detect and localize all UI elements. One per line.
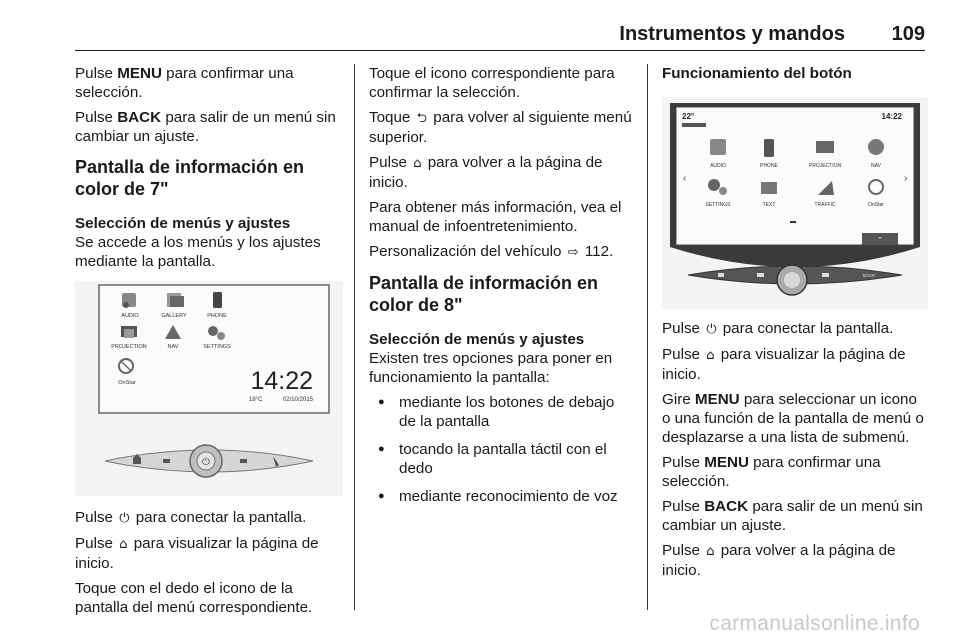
prev-button-icon (757, 273, 764, 277)
icon-label: AUDIO (121, 313, 139, 319)
paragraph: Pulse ⏻ para conectar la pantalla. (75, 509, 307, 526)
right-arrow-icon: › (904, 173, 908, 184)
next-button-icon (822, 273, 829, 277)
paragraph: Toque con el dedo el icono de la pantalla del menú correspondiente. (75, 580, 313, 616)
section-heading: Pantalla de información en color de 7" (75, 157, 305, 199)
svg-text:PHONE: PHONE (760, 163, 778, 169)
bullet-list (369, 393, 635, 506)
next-button-icon (240, 459, 247, 463)
projection-icon (121, 326, 137, 338)
svg-text:TRAFFIC: TRAFFIC (814, 202, 836, 208)
page-header (75, 20, 925, 51)
list-item: ● mediante los botones de debajo de la pantalla (369, 393, 635, 431)
svg-text:⌃: ⌃ (877, 237, 883, 244)
paragraph: Toque el icono correspondiente para confirmar la selección. (369, 65, 615, 101)
home-icon: ⌂ (413, 156, 422, 171)
svg-text:SETTINGS: SETTINGS (705, 202, 731, 208)
section-heading: Pantalla de información en color de 8" (369, 273, 599, 315)
svg-text:NAV: NAV (871, 163, 881, 169)
projection-icon (816, 141, 834, 153)
svg-text:⏻: ⏻ (202, 457, 210, 468)
paragraph: Pulse ⌂ para visualizar la página de inicio. (662, 346, 906, 383)
clock-readout: 14:22 (250, 367, 313, 395)
svg-text:OnStar: OnStar (868, 202, 884, 208)
column-3 (662, 64, 928, 586)
paragraph: Pulse ⌂ para visualizar la página de inicio. (75, 535, 319, 572)
left-arrow-icon: ‹ (683, 173, 687, 184)
svg-text:TEXT: TEXT (762, 202, 776, 208)
paragraph: Pulse ⌂ para volver a la página de inicio. (662, 542, 896, 579)
column-2 (369, 64, 635, 515)
paragraph: Existen tres opciones para poner en funcionamiento la pantalla: (369, 350, 613, 386)
back-button-label: BACK (862, 273, 876, 278)
paragraph: Pulse BACK para salir de un menú sin cambiar un ajuste. (75, 109, 336, 145)
icon-label: OnStar (118, 380, 136, 386)
status-icons (682, 123, 706, 127)
list-item: ● tocando la pantalla táctil con el dedo (369, 440, 635, 478)
page-ref-arrow-icon: ⇨ (567, 245, 579, 260)
paragraph: Toque ⮌ para volver al siguiente menú superior. (369, 109, 632, 146)
display-8in-figure (662, 97, 928, 309)
column-divider (647, 64, 648, 610)
prev-button-icon (163, 459, 170, 463)
date-readout: 02/10/2015 (282, 397, 313, 403)
icon-label: SETTINGS (203, 344, 231, 350)
subsection-heading: Funcionamiento del botón (662, 65, 852, 82)
temperature-readout: 22° (682, 112, 695, 121)
page-number: 109 (891, 23, 925, 45)
svg-text:AUDIO: AUDIO (710, 163, 726, 169)
icon-label: NAV (167, 344, 179, 350)
temperature-readout: 18°C (249, 397, 263, 403)
power-icon: ⏻ (706, 322, 717, 337)
paragraph: Pulse MENU para confirmar una selección. (75, 65, 294, 101)
phone-icon (764, 139, 774, 157)
display-7in-figure (75, 281, 343, 496)
audio-icon (710, 139, 726, 155)
cross-reference: Personalización del vehículo ⇨ 112. (369, 243, 614, 260)
subsection-heading: Selección de menús y ajustes (75, 215, 291, 232)
column-1 (75, 64, 343, 623)
phone-icon (213, 292, 222, 308)
paragraph: Pulse MENU para confirmar una selección. (662, 454, 881, 490)
page-title: Instrumentos y mandos (619, 23, 845, 45)
home-button-icon (718, 273, 724, 277)
nav-icon (868, 139, 884, 155)
paragraph: Pulse ⏻ para conectar la pantalla. (662, 320, 894, 337)
icon-label: PROJECTION (111, 344, 147, 350)
back-arrow-icon: ⮌ (416, 111, 428, 126)
audio-icon (122, 293, 136, 308)
clock-readout: 14:22 (881, 112, 902, 121)
paragraph: Se accede a los menús y los ajustes mediante la pantalla. (75, 234, 321, 270)
home-icon: ⌂ (706, 544, 715, 559)
icon-label: PHONE (207, 313, 227, 319)
home-icon: ⌂ (706, 348, 715, 363)
watermark: carmanualsonline.info (709, 612, 920, 635)
icon-label: GALLERY (161, 313, 187, 319)
home-icon: ⌂ (119, 537, 128, 552)
page-indicator (790, 221, 796, 223)
paragraph: Pulse ⌂ para volver a la página de inicio. (369, 154, 603, 191)
list-item: ● mediante reconocimiento de voz (369, 487, 635, 506)
power-icon: ⏻ (119, 511, 130, 526)
svg-text:PROJECTION: PROJECTION (808, 163, 842, 169)
subsection-heading: Selección de menús y ajustes (369, 331, 585, 348)
paragraph: Pulse BACK para salir de un menú sin cambiar un ajuste. (662, 498, 923, 534)
column-divider (354, 64, 355, 610)
text-icon (761, 182, 777, 194)
paragraph: Gire MENU para seleccionar un icono o una función de la pantalla de menú o desplazarse a una lista de submenú. (662, 391, 924, 446)
paragraph: Para obtener más información, vea el manual de infoentretenimiento. (369, 199, 622, 235)
